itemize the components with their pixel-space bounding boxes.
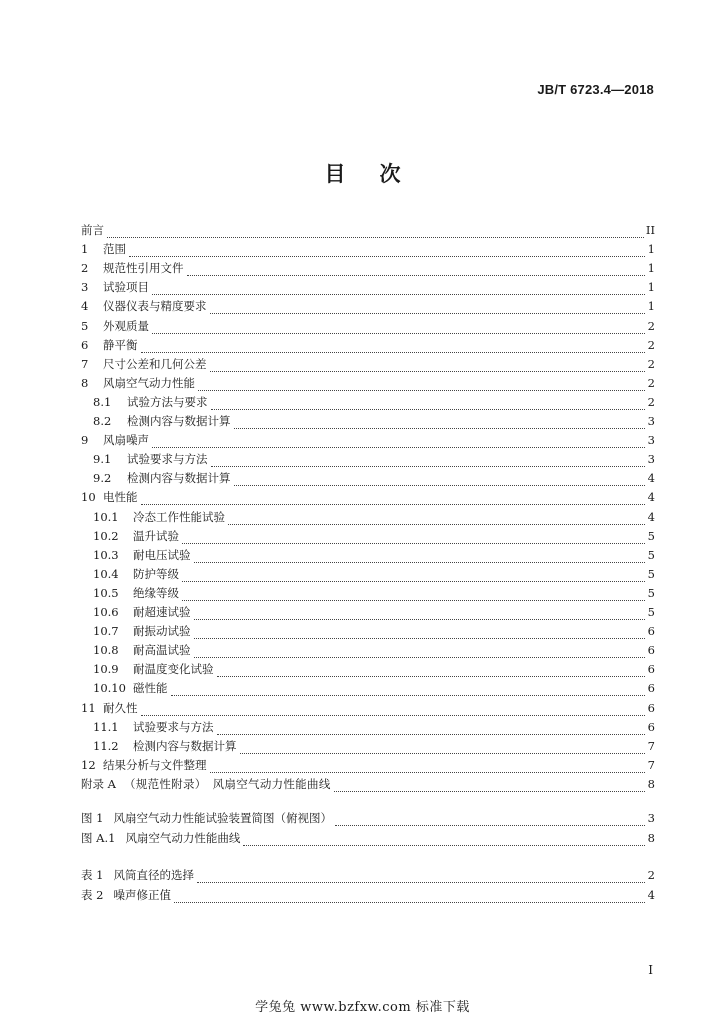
toc-dot-leader — [210, 370, 646, 372]
toc-entry[interactable] — [81, 566, 655, 585]
toc-entry-label: 试验项目 — [103, 280, 149, 295]
toc-entry[interactable] — [81, 413, 655, 432]
toc-entry-label: 耐超速试验 — [133, 605, 191, 619]
toc-entry-number: 9.2 — [93, 471, 112, 486]
toc-entry-label: 外观质量 — [103, 318, 149, 333]
toc-dot-leader — [194, 637, 646, 639]
toc-dot-leader — [194, 618, 646, 620]
toc-entry-page: 5 — [647, 585, 655, 600]
toc-entry-page: 4 — [647, 490, 655, 505]
toc-entry[interactable] — [81, 509, 655, 528]
toc-entry-label: 磁性能 — [133, 681, 168, 696]
standard-code: JB/T 6723.4—2018 — [537, 82, 654, 97]
toc-dot-leader — [197, 881, 645, 883]
toc-dot-leader — [107, 236, 644, 238]
toc-entry-number: 10.3 — [93, 547, 119, 562]
toc-dot-leader — [194, 561, 646, 563]
toc-entry-page: 5 — [647, 605, 655, 619]
toc-entry-number: 10.7 — [93, 624, 119, 639]
toc-entry-page: 8 — [647, 776, 655, 791]
toc-entry[interactable] — [81, 451, 655, 470]
toc-entry-number: 8.1 — [93, 394, 112, 409]
toc-entry[interactable] — [81, 222, 655, 241]
toc-entry-page: II — [645, 223, 655, 237]
toc-dot-leader — [152, 293, 645, 295]
toc-entry[interactable] — [81, 298, 655, 317]
toc-entry[interactable] — [81, 470, 655, 489]
toc-entry-page: 6 — [647, 719, 655, 734]
toc-entry-number: 附录 A — [81, 776, 116, 791]
toc-dot-leader — [182, 580, 645, 582]
toc-entry-number: 表 1 — [81, 868, 104, 882]
toc-entry-label: 试验要求与方法 — [127, 452, 208, 467]
toc-entry[interactable] — [81, 260, 655, 279]
toc-dot-leader — [234, 427, 646, 429]
toc-dot-leader — [194, 656, 646, 658]
toc-entry-label: 绝缘等级 — [133, 585, 179, 600]
toc-entry[interactable] — [81, 585, 655, 604]
toc-entry-number: 表 2 — [81, 887, 104, 902]
toc-entry[interactable] — [81, 700, 655, 719]
toc-entry[interactable] — [81, 776, 655, 795]
toc-entry-number: 图 A.1 — [81, 830, 116, 845]
toc-entry-label: 风扇空气动力性能曲线 — [125, 830, 241, 845]
toc-entry-label: 风扇噪声 — [103, 433, 149, 448]
toc-entry-number: 1 — [81, 242, 89, 257]
toc-entry-label: 耐久性 — [103, 700, 138, 715]
toc-entry-label: （规范性附录） 风扇空气动力性能曲线 — [123, 776, 331, 791]
toc-entry-number: 10.9 — [93, 662, 119, 677]
page-number: I — [648, 963, 653, 977]
toc-entry-page: 4 — [647, 509, 655, 524]
toc-entry[interactable] — [81, 356, 655, 375]
toc-entry-number: 3 — [81, 280, 89, 295]
toc-entry-label: 风扇空气动力性能试验装置简图（俯视图） — [113, 811, 332, 825]
toc-entry-label: 噪声修正值 — [113, 887, 171, 902]
toc-dot-leader — [129, 255, 645, 257]
toc-dot-leader — [171, 694, 646, 696]
toc-entry-label: 冷态工作性能试验 — [133, 509, 225, 524]
toc-entry-page: 1 — [647, 242, 655, 257]
toc-entry-label: 风扇空气动力性能 — [103, 375, 195, 390]
toc-dot-leader — [174, 901, 645, 903]
toc-entry-number: 10.8 — [93, 643, 119, 658]
toc-entry-page: 8 — [647, 830, 655, 845]
toc-entry[interactable] — [81, 680, 655, 699]
toc-entry-label: 耐振动试验 — [133, 624, 191, 639]
toc-entry[interactable] — [81, 318, 655, 337]
toc-entry-page: 4 — [647, 471, 655, 486]
toc-entry-number: 图 1 — [81, 811, 104, 825]
toc-entry-number: 11.2 — [93, 738, 119, 753]
toc-dot-leader — [210, 771, 646, 773]
toc-entry-page: 3 — [647, 452, 655, 467]
toc-entry-number: 10.5 — [93, 585, 119, 600]
toc-entry-label: 前言 — [81, 223, 104, 237]
toc-entry[interactable] — [81, 432, 655, 451]
toc-entry-label: 仪器仪表与精度要求 — [103, 299, 207, 314]
toc-dot-leader — [152, 332, 645, 334]
toc-entry-number: 10.10 — [93, 681, 126, 696]
toc-entry-page: 5 — [647, 566, 655, 581]
toc-entry-label: 风筒直径的选择 — [113, 868, 194, 882]
toc-dot-leader — [234, 484, 646, 486]
toc-entry-page: 7 — [647, 757, 655, 772]
toc-entry-number: 11 — [81, 700, 96, 715]
toc-entry-label: 耐高温试验 — [133, 643, 191, 658]
toc-entry-label: 耐电压试验 — [133, 547, 191, 562]
toc-entry-page: 1 — [647, 299, 655, 314]
toc-entry-number: 6 — [81, 337, 89, 352]
toc-dot-leader — [211, 408, 646, 410]
toc-entry-label: 检测内容与数据计算 — [127, 414, 231, 428]
toc-dot-leader — [182, 542, 645, 544]
toc-entry[interactable] — [81, 489, 655, 508]
toc-dot-leader — [211, 465, 646, 467]
toc-entry[interactable] — [81, 528, 655, 547]
toc-entry-number: 2 — [81, 261, 89, 276]
toc-entry-number: 10.2 — [93, 528, 119, 543]
toc-entry[interactable] — [81, 547, 655, 566]
toc-dot-leader — [334, 790, 645, 792]
toc-entry-number: 10.6 — [93, 605, 119, 619]
toc-entry-page: 6 — [647, 643, 655, 658]
toc-entry[interactable] — [81, 719, 655, 738]
toc-entry[interactable] — [81, 241, 655, 260]
toc-dot-leader — [217, 733, 646, 735]
toc-dot-leader — [210, 312, 646, 314]
toc-entry[interactable] — [81, 642, 655, 661]
toc-entry-page: 7 — [647, 738, 655, 753]
toc-entry-number: 11.1 — [93, 719, 119, 734]
toc-dot-leader — [182, 599, 645, 601]
toc-entry-label: 静平衡 — [103, 337, 138, 352]
toc-entry-page: 6 — [647, 624, 655, 639]
toc-entry-page: 2 — [647, 356, 655, 371]
toc-entry-page: 5 — [647, 547, 655, 562]
toc-entry[interactable] — [81, 604, 655, 623]
toc-entry-number: 8 — [81, 375, 89, 390]
footer-watermark-text: 学兔兔 www.bzfxw.com 标准下载 — [255, 1000, 470, 1015]
toc-dot-leader — [141, 351, 646, 353]
toc-entry-page: 3 — [647, 433, 655, 448]
toc-entry-number: 5 — [81, 318, 89, 333]
toc-entry[interactable] — [81, 279, 655, 298]
toc-dot-leader — [228, 523, 645, 525]
toc-entry-number: 9 — [81, 433, 89, 448]
toc-entry-page: 2 — [647, 375, 655, 390]
toc-dot-leader — [240, 752, 646, 754]
toc-entry-label: 试验方法与要求 — [127, 394, 208, 409]
toc-entry-number: 12 — [81, 757, 96, 772]
toc-entry-label: 防护等级 — [133, 566, 179, 581]
toc-entry-label: 电性能 — [103, 490, 138, 505]
toc-entry-page: 6 — [647, 700, 655, 715]
toc-entry-number: 8.2 — [93, 414, 112, 428]
toc-entry[interactable] — [81, 738, 655, 757]
toc-entry[interactable] — [81, 661, 655, 680]
toc-dot-leader — [335, 824, 645, 826]
toc-entry-label: 检测内容与数据计算 — [127, 471, 231, 486]
toc-dot-leader — [198, 389, 645, 391]
toc-entry-page: 2 — [647, 394, 655, 409]
toc-entry-page: 2 — [647, 868, 655, 882]
toc-entry-number: 10.4 — [93, 566, 119, 581]
toc-entry[interactable] — [81, 887, 655, 906]
toc-entry-number: 10.1 — [93, 509, 119, 524]
toc-entry-page: 1 — [647, 261, 655, 276]
toc-dot-leader — [141, 714, 646, 716]
toc-entry[interactable] — [81, 375, 655, 394]
toc-entry-page: 1 — [647, 280, 655, 295]
toc-dot-leader — [217, 675, 646, 677]
toc-entry-page: 2 — [647, 318, 655, 333]
toc-entry[interactable] — [81, 810, 655, 829]
toc-dot-leader — [152, 446, 645, 448]
page-title: 目次 — [324, 161, 435, 186]
toc-entry[interactable] — [81, 830, 655, 849]
toc-entry-number: 7 — [81, 356, 89, 371]
toc-entry-label: 温升试验 — [133, 528, 179, 543]
toc-dot-leader — [141, 503, 646, 505]
toc-entry-label: 尺寸公差和几何公差 — [103, 356, 207, 371]
toc-entry-page: 3 — [647, 414, 655, 428]
toc-entry-number: 10 — [81, 490, 96, 505]
toc-entry-page: 5 — [647, 528, 655, 543]
toc-entry-label: 检测内容与数据计算 — [133, 738, 237, 753]
toc-entry-label: 耐温度变化试验 — [133, 662, 214, 677]
toc-entry[interactable] — [81, 757, 655, 776]
toc-entry-label: 试验要求与方法 — [133, 719, 214, 734]
toc-dot-leader — [187, 274, 646, 276]
toc-entry-page: 4 — [647, 887, 655, 902]
toc-entry-page: 3 — [647, 811, 655, 825]
toc-entry[interactable] — [81, 623, 655, 642]
toc-entry-label: 范围 — [103, 242, 126, 257]
toc-entry-label: 结果分析与文件整理 — [103, 757, 207, 772]
toc-dot-leader — [243, 844, 645, 846]
toc-entry-page: 6 — [647, 681, 655, 696]
toc-entry-number: 9.1 — [93, 452, 112, 467]
toc-entry[interactable] — [81, 867, 655, 886]
toc-entry[interactable] — [81, 394, 655, 413]
toc-entry-page: 6 — [647, 662, 655, 677]
toc-entry-number: 4 — [81, 299, 89, 314]
toc-entry[interactable] — [81, 337, 655, 356]
toc-entry-label: 规范性引用文件 — [103, 261, 184, 276]
toc-entry-page: 2 — [647, 337, 655, 352]
